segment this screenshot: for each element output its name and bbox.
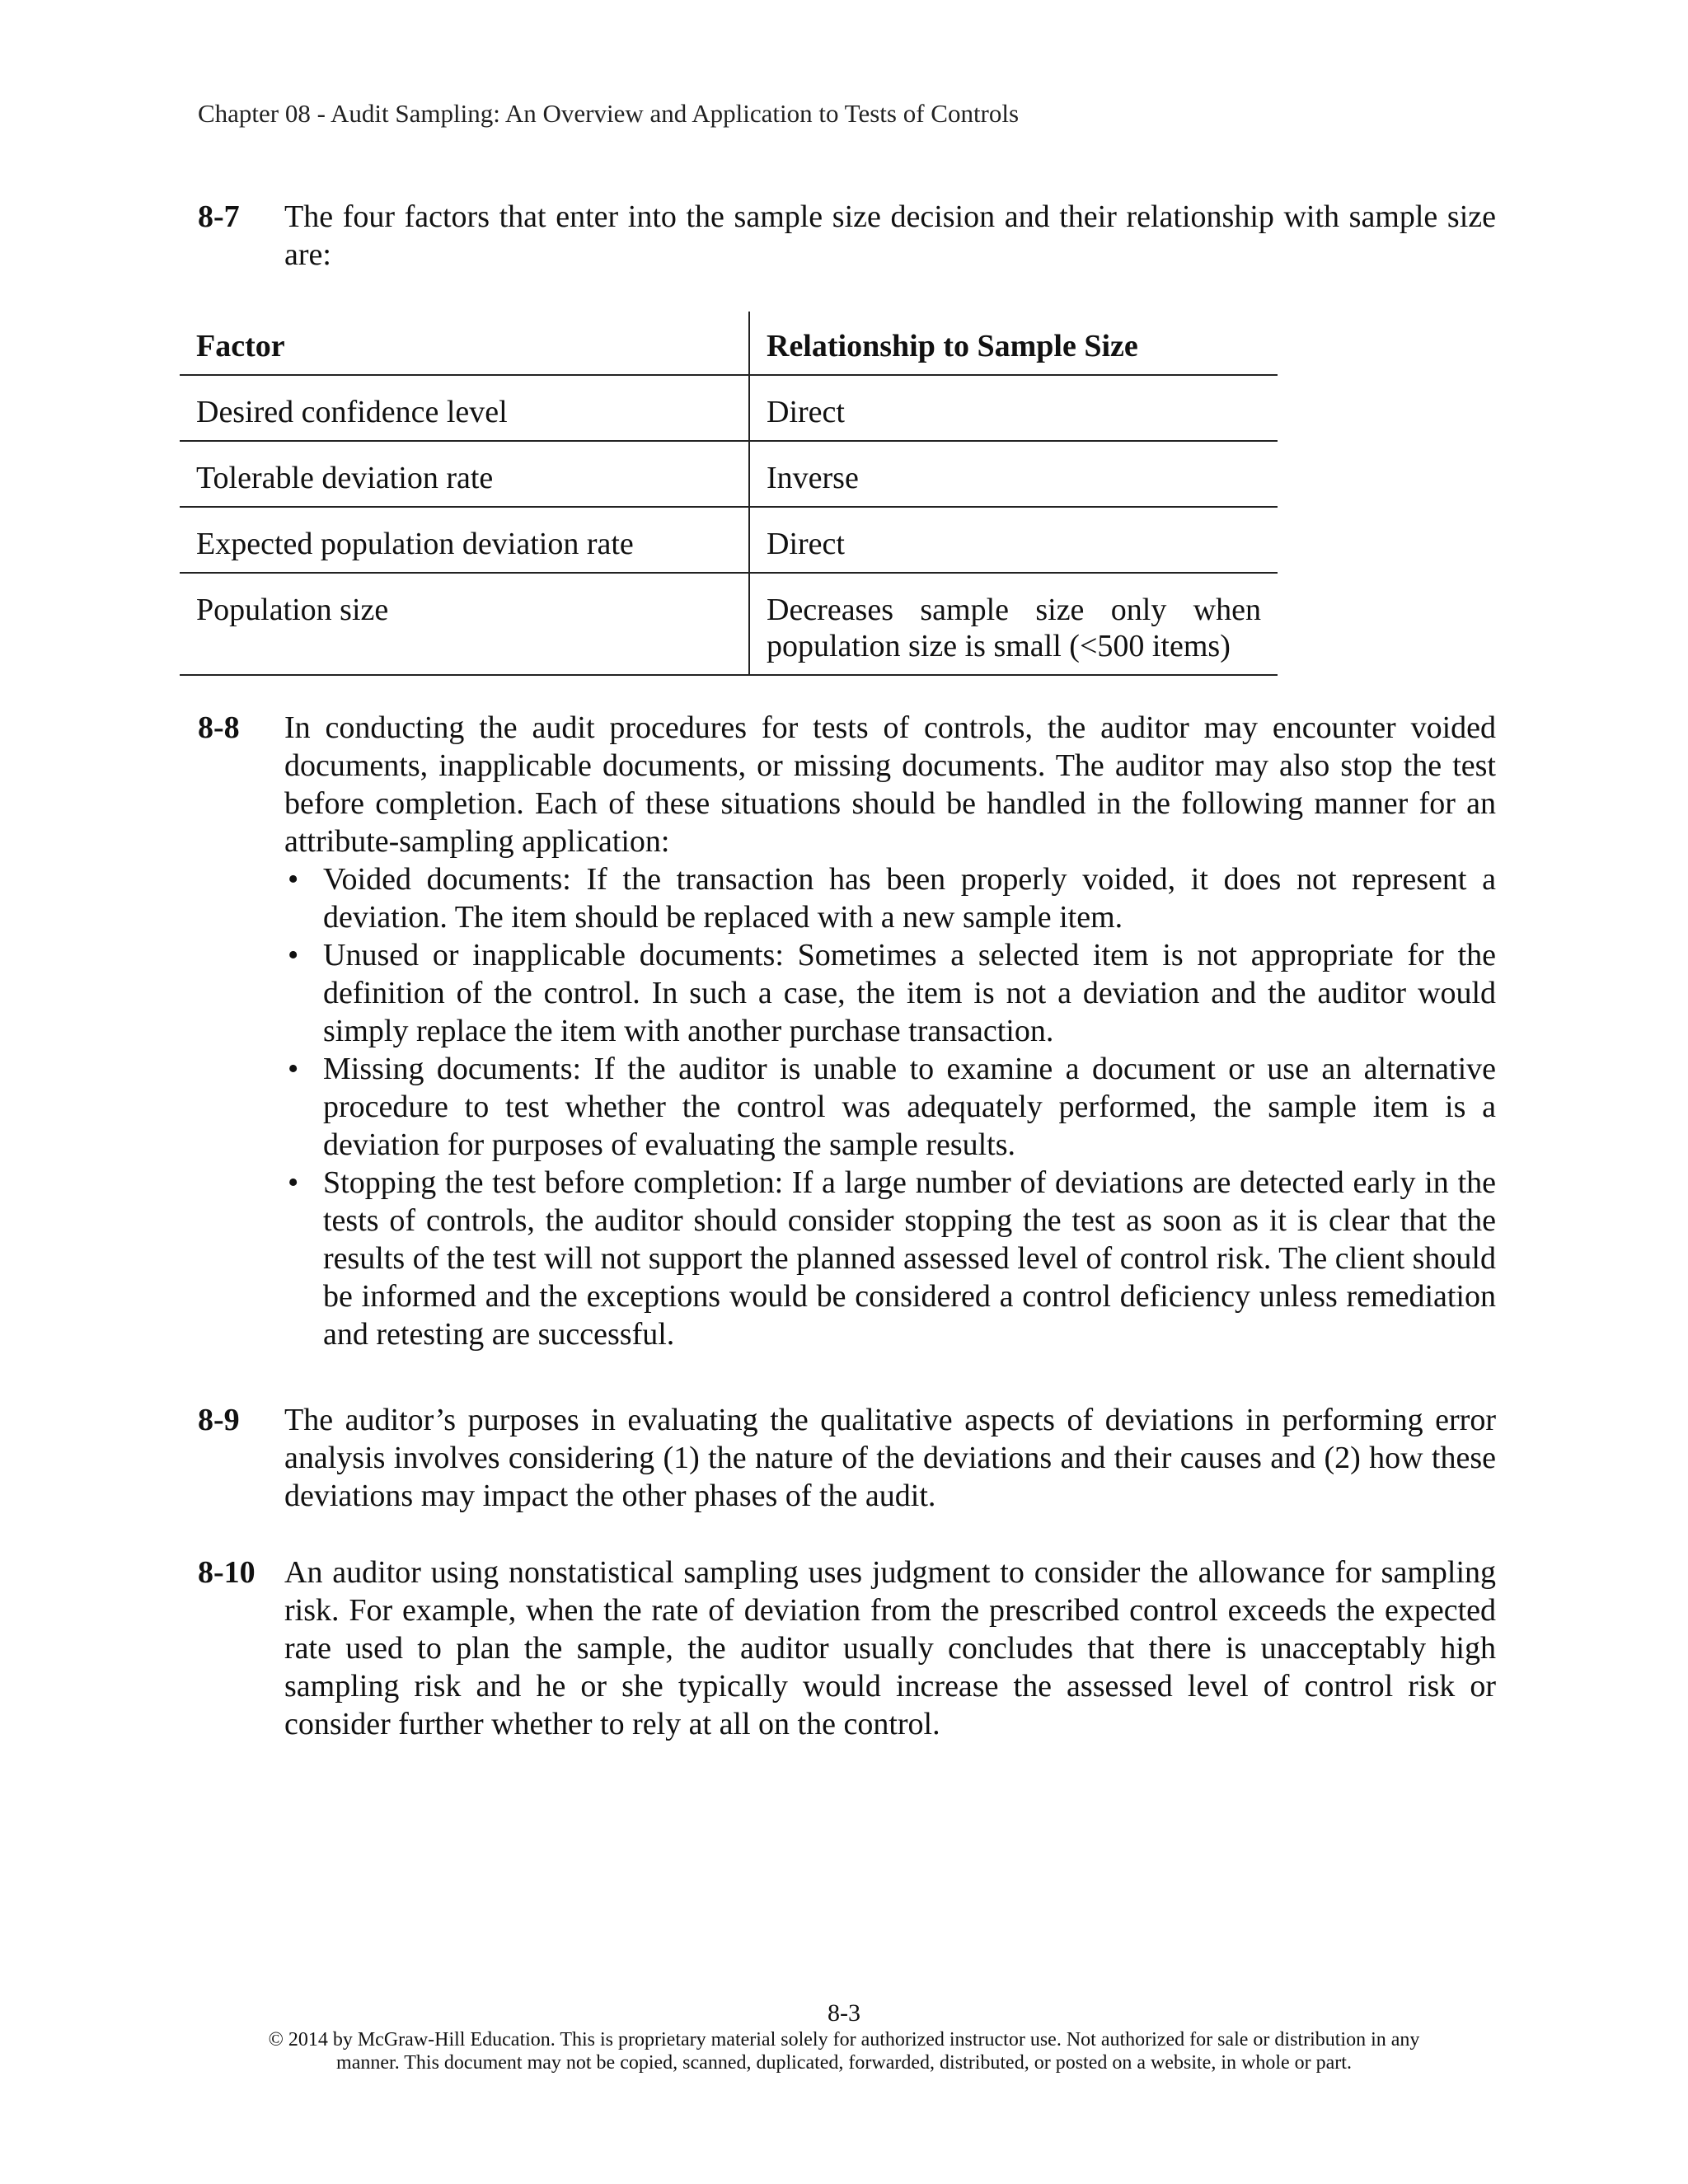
relationship-cell: Decreases sample size only when population size is small (<500 items)	[749, 573, 1278, 675]
factor-cell: Desired confidence level	[180, 375, 749, 441]
question-number: 8-10	[198, 1555, 256, 1590]
table-row	[180, 375, 1278, 441]
factor-cell: Population size	[180, 573, 749, 675]
list-item-text: Stopping the test before completion: If a large number of deviations are detected early in the tests of controls, the auditor should consider stopping the test as soon as it is clear that the results of the test will not support the planned assessed level of control risk. The client should be informed and the exceptions would be considered a control deficiency unless remediation and retesting are successful.	[323, 1165, 1496, 1352]
list-item	[284, 1050, 1496, 1164]
question-text: The four factors that enter into the sample size decision and their relationship with sample size are:	[284, 199, 1496, 272]
chapter-header: Chapter 08 - Audit Sampling: An Overview and Application to Tests of Controls	[198, 99, 1020, 128]
bullet-icon: •	[288, 938, 299, 972]
question-text: The auditor’s purposes in evaluating the qualitative aspects of deviations in performing error analysis involves considering (1) the nature of the deviations and their causes and (2) how these deviations may impact the other phases of the audit.	[284, 1403, 1496, 1513]
table-row	[180, 573, 1278, 675]
list-item-text: Unused or inapplicable documents: Sometimes a selected item is not appropriate for the definition of the control. In such a case, the item is not a deviation and the auditor would simply replace the item with another purchase transaction.	[323, 938, 1496, 1048]
relationship-cell: Inverse	[749, 441, 1278, 507]
list-item	[284, 1164, 1496, 1353]
factor-cell: Expected population deviation rate	[180, 507, 749, 573]
question-number: 8-7	[198, 199, 240, 234]
bullet-icon: •	[288, 1165, 299, 1200]
copyright-line: manner. This document may not be copied, scanned, duplicated, forwarded, distributed, or posted on a website, in whole or part.	[336, 2052, 1352, 2074]
question-8-9	[198, 1401, 1496, 1515]
question-8-7	[198, 198, 1496, 274]
question-number: 8-9	[198, 1403, 240, 1437]
page-footer	[165, 1999, 1523, 2074]
list-item	[284, 860, 1496, 936]
question-text: In conducting the audit procedures for tests of controls, the auditor may encounter voided documents, inapplicable documents, or missing documents. The auditor may also stop the test before completion. Each of these situations should be handled in the following manner for an attribute-sampling application:	[284, 710, 1496, 859]
page-number: 8-3	[828, 1999, 860, 2027]
question-text: An auditor using nonstatistical sampling uses judgment to consider the allowance for sampling risk. For example, when the rate of deviation from the prescribed control exceeds the expected rate used to plan the sample, the auditor usually concludes that there is unacceptably high sampling risk and he or she typically would increase the assessed level of control risk or consider further whether to rely at all on the control.	[284, 1555, 1496, 1741]
list-item-text: Voided documents: If the transaction has been properly voided, it does not represent a deviation. The item should be replaced with a new sample item.	[323, 862, 1496, 935]
question-number: 8-8	[198, 710, 240, 745]
question-8-10	[198, 1554, 1496, 1743]
list-item-text: Missing documents: If the auditor is unable to examine a document or use an alternative procedure to test whether the control was adequately performed, the sample item is a deviation for purposes of evaluating the sample results.	[323, 1052, 1496, 1162]
bullet-list	[284, 860, 1496, 1353]
list-item	[284, 936, 1496, 1050]
table-row	[180, 507, 1278, 573]
bullet-icon: •	[288, 862, 299, 897]
factor-table	[180, 312, 1278, 676]
column-header-factor: Factor	[180, 312, 749, 375]
table-header-row	[180, 312, 1278, 375]
column-header-relationship: Relationship to Sample Size	[749, 312, 1278, 375]
factor-cell: Tolerable deviation rate	[180, 441, 749, 507]
question-8-8	[198, 709, 1496, 1353]
relationship-cell: Direct	[749, 507, 1278, 573]
relationship-cell: Direct	[749, 375, 1278, 441]
copyright-line: © 2014 by McGraw-Hill Education. This is proprietary material solely for authorized instructor use. Not authorized for sale or distribution in any	[268, 2029, 1420, 2050]
table-row	[180, 441, 1278, 507]
bullet-icon: •	[288, 1052, 299, 1086]
